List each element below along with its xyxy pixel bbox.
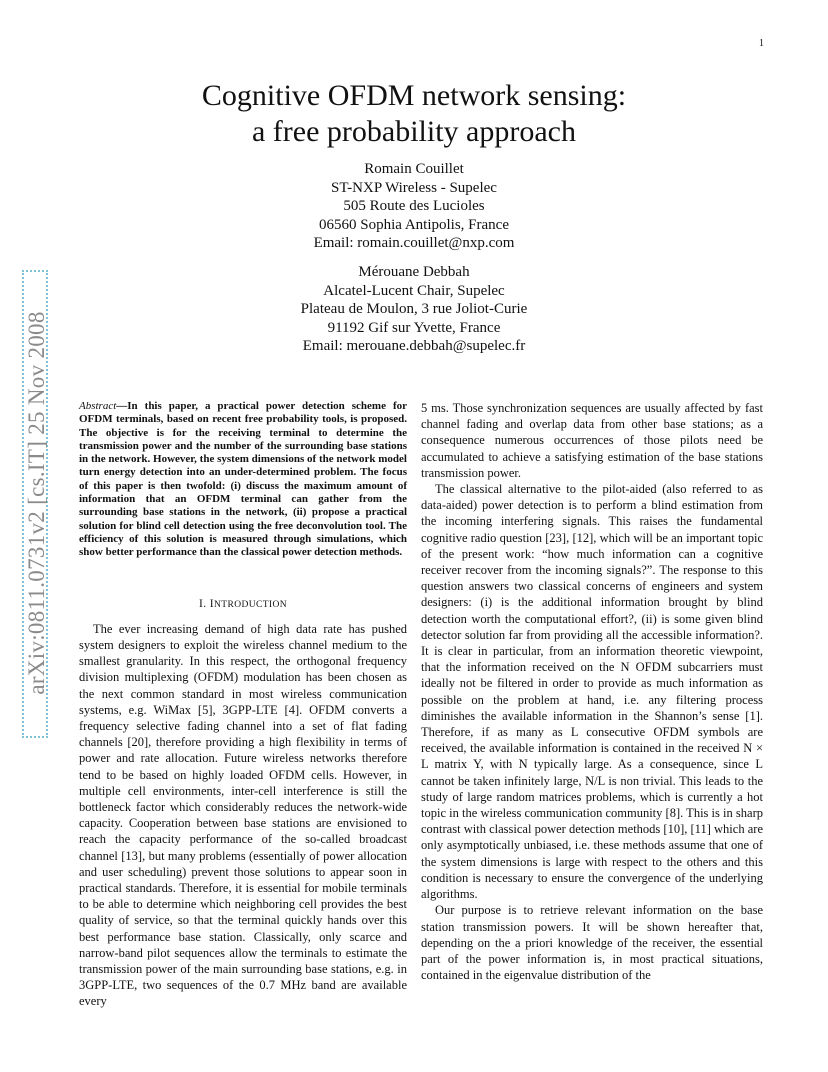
body-paragraph: The ever increasing demand of high data rate has pushed system designers to exploit the wireless channel medium to the smallest granularity. In this respect, the orthogonal frequency division multiplexing (OFDM) modulation has been chosen as the next common standard in most wireless communication systems, e.g. WiMax [5], 3GPP-LTE [4]. OFDM converts a frequency selective fading channel into a set of flat fading channels [20], therefore providing a high flexibility in terms of power and rate allocation. Future wireless networks therefore tend to be based on highly loaded OFDM cells. However, in multiple cell environments, inter-cell interference is still the bottleneck factor which considerably reduces the network-wide capacity. Cooperation between base stations are envisioned to reach the capacity performance of the so-called broadcast channel [13], but many problems (essentially of power allocation and user scheduling) prevent those solutions to appear soon in practical standards. Therefore, it is essential for mobile terminals to be able to determine which neighboring cell provides the best quality of service, so that the terminal quickly hands over this best performance base station. Classically, only scarce and narrow-band pilot sequences allow the terminals to estimate the transmission power of the main surrounding base stations, e.g. in 3GPP-LTE, two sequences of the 0.7 MHz band are available every [79, 621, 407, 1009]
author-address-line: 06560 Sophia Antipolis, France [319, 216, 509, 233]
author-affiliation: Alcatel-Lucent Chair, Supelec [323, 282, 505, 299]
author-email[interactable]: Email: romain.couillet@nxp.com [313, 235, 515, 252]
right-column [421, 400, 763, 983]
author-name: Mérouane Debbah [358, 264, 470, 280]
body-paragraph: Our purpose is to retrieve relevant information on the base station transmission powers. It will be shown hereafter that, depending on the a priori knowledge of the receiver, the essential part of the power information is, in most practical situations, contained in the eigenvalue distribution of the [421, 903, 763, 983]
body-paragraph: 5 ms. Those synchronization sequences are usually affected by fast channel fading and overlap data from other base stations; as a consequence numerous occurrences of those pilots need be accumulated to achieve a satisfying estimation of the base stations transmission power. [421, 401, 763, 480]
abstract-text: —In this paper, a practical power detection scheme for OFDM terminals, based on recent free probability tools, is proposed. The objective is for the receiving terminal to determine the transmission power and the number of the surrounding base stations in the network. However, the system dimensions of the network model turn energy detection into an under-determined problem. The focus of this paper is then twofold: (i) discuss the maximum amount of information that an OFDM terminal can gather from the surrounding base stations in the network, (ii) propose a practical solution for blind cell detection using the free deconvolution tool. The efficiency of this solution is measured through simulations, which show better performance than the classical power detection methods. [79, 400, 407, 559]
section-title-rest: NTRODUCTION [214, 599, 288, 610]
page-number: 1 [759, 38, 764, 49]
abstract-label: Abstract [79, 400, 117, 412]
author-address-line: 505 Route des Lucioles [343, 198, 485, 215]
paper-title [0, 78, 828, 150]
section-heading-introduction [79, 596, 407, 613]
author-name: Romain Couillet [364, 161, 464, 177]
title-line-2: a free probability approach [251, 115, 576, 148]
author-email[interactable]: Email: merouane.debbah@supelec.fr [302, 338, 526, 355]
arxiv-identifier[interactable]: arXiv:0811.0731v2 [cs.IT] 25 Nov 2008 [24, 311, 49, 695]
author-address-line: 91192 Gif sur Yvette, France [327, 319, 501, 336]
left-column [79, 400, 407, 1010]
section-title-initial: I [209, 597, 214, 610]
abstract [79, 400, 407, 560]
section-number: I. [198, 597, 210, 610]
author-block-2 [0, 263, 828, 356]
body-paragraph: The classical alternative to the pilot-aided (also referred to as data-aided) power detection is to perform a blind estimation from the incoming interfering signals. This raises the fundamental cognitive radio question [23], [12], which will be an important topic of the present work: “how much information can a cognitive receiver recover from the incoming signals?”. The response to this question answers two classical concerns of engineers and system designers: (i) is the additional information brought by blind detection worth the computational effort?, (ii) is some given blind detector solution far from providing all the accessible information?. It is clear in particular, from an information theoretic viewpoint, that the information received on the N OFDM subcarriers must ideally not be filtered in order to provide as much information as possible on the problem at hand, i.e. any filtering process diminishes the available information in the Shannon’s sense [1]. Therefore, if as many as L consecutive OFDM symbols are received, the available information is contained in the received N × L matrix Y, with N typically large. As a consequence, since L cannot be taken infinitely large, N/L is non trivial. This leads to the study of large random matrices problems, which is currently a hot topic in the wireless communication community [8]. This is in sharp contrast with classical power detection methods [10], [11] which are only asymptotically unbiased, i.e. these methods assume that one of the system dimensions is large with respect to the others and this condition is necessary to ensure the convergence of the underlying algorithms. [421, 482, 763, 902]
author-address-line: Plateau de Moulon, 3 rue Joliot-Curie [300, 301, 528, 318]
title-line-1: Cognitive OFDM network sensing: [201, 79, 627, 112]
author-block-1 [0, 160, 828, 253]
author-affiliation: ST-NXP Wireless - Supelec [331, 179, 497, 196]
